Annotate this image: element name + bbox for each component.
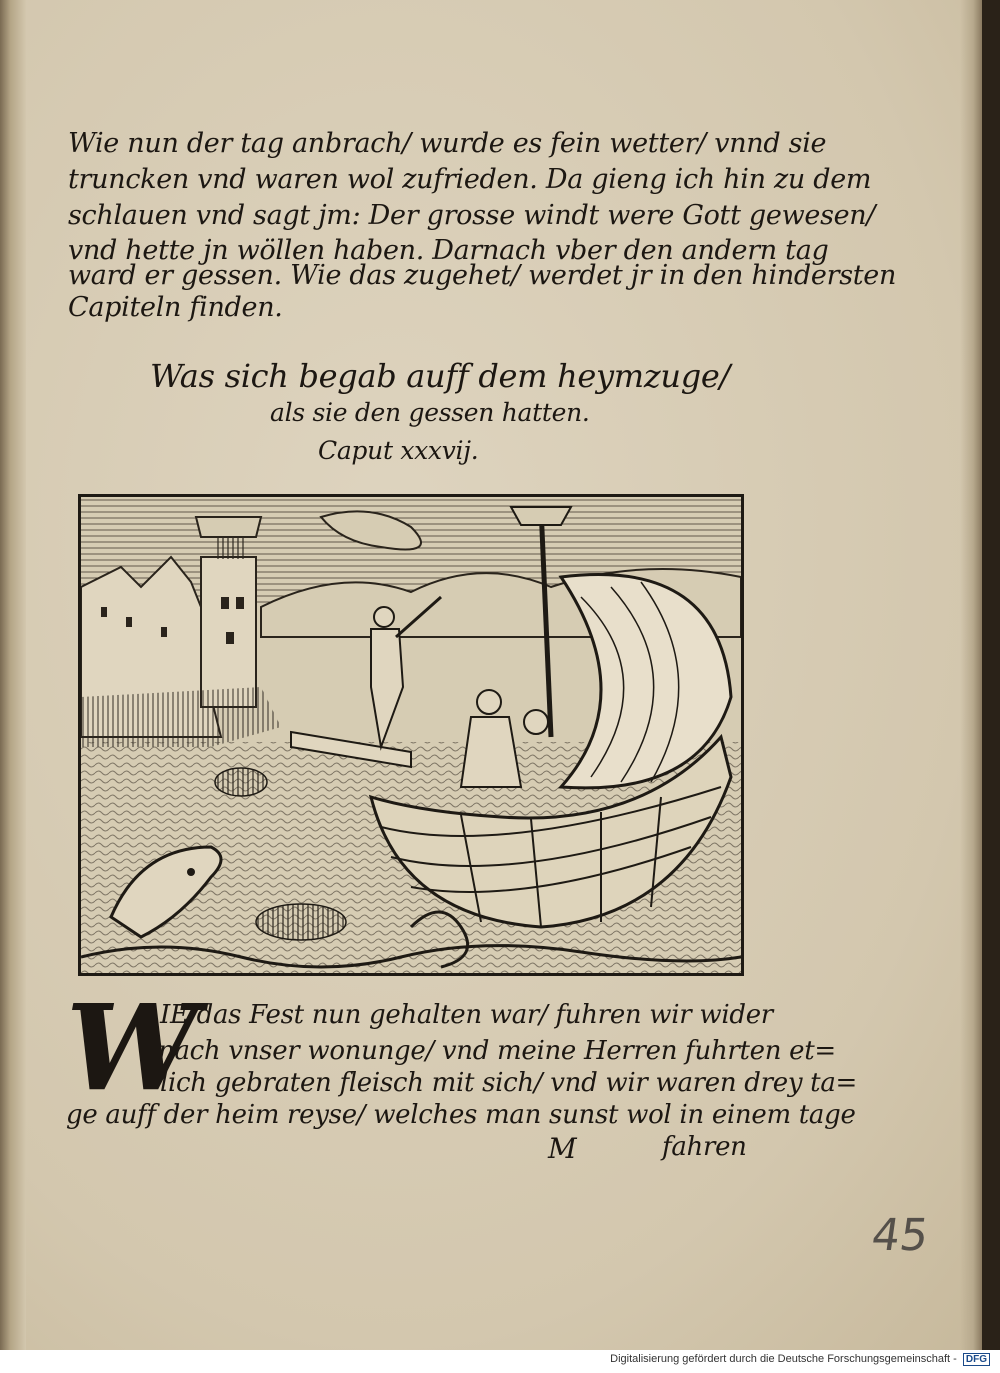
woodcut-drawing	[81, 497, 741, 973]
paragraph2-line-3: lich gebraten fleisch mit sich/ vnd wir waren drey ta=	[160, 1068, 858, 1098]
footer-credit	[610, 1353, 990, 1366]
chapter-number: Caput xxxvij.	[318, 436, 479, 465]
paragraph2-line-2: nach vnser wonunge/ vnd meine Herren fuhrten et=	[158, 1036, 836, 1066]
paragraph1-line-2: truncken vnd waren wol zufrieden. Da gieng ich hin zu dem	[68, 164, 872, 195]
page-edge-shadow	[960, 0, 982, 1350]
woodcut-illustration	[78, 494, 744, 976]
dfg-logo: DFG	[963, 1353, 990, 1366]
paragraph1-line-6: Capiteln finden.	[68, 292, 283, 323]
paragraph1-line-3: schlauen vnd sagt jm: Der grosse windt were Gott gewesen/	[68, 200, 876, 231]
paragraph1-line-5: ward er gessen. Wie das zugehet/ werdet jr in den hindersten	[68, 260, 897, 291]
paragraph1-line-1: Wie nun der tag anbrach/ wurde es fein wetter/ vnnd sie	[68, 128, 827, 159]
footer-credit-text: Digitalisierung gefördert durch die Deutsche Forschungsgemeinschaft -	[610, 1353, 957, 1365]
paragraph2-line-4: ge auff der heim reyse/ welches man sunst wol in einem tage	[66, 1100, 856, 1130]
chapter-subheading: als sie den gessen hatten.	[270, 398, 590, 427]
catchword: fahren	[662, 1132, 747, 1162]
binding-edge	[0, 0, 26, 1350]
signature-mark: M	[548, 1132, 577, 1165]
chapter-heading: Was sich begab auff dem heymzuge/	[150, 357, 731, 395]
handwritten-page-number: 45	[868, 1210, 932, 1261]
paragraph2-line-1: IE das Fest nun gehalten war/ fuhren wir wider	[160, 1000, 773, 1030]
decorated-initial: W	[66, 978, 199, 1117]
paragraph1-line-4: vnd hette jn wöllen haben. Darnach vber den andern tag	[68, 235, 829, 266]
